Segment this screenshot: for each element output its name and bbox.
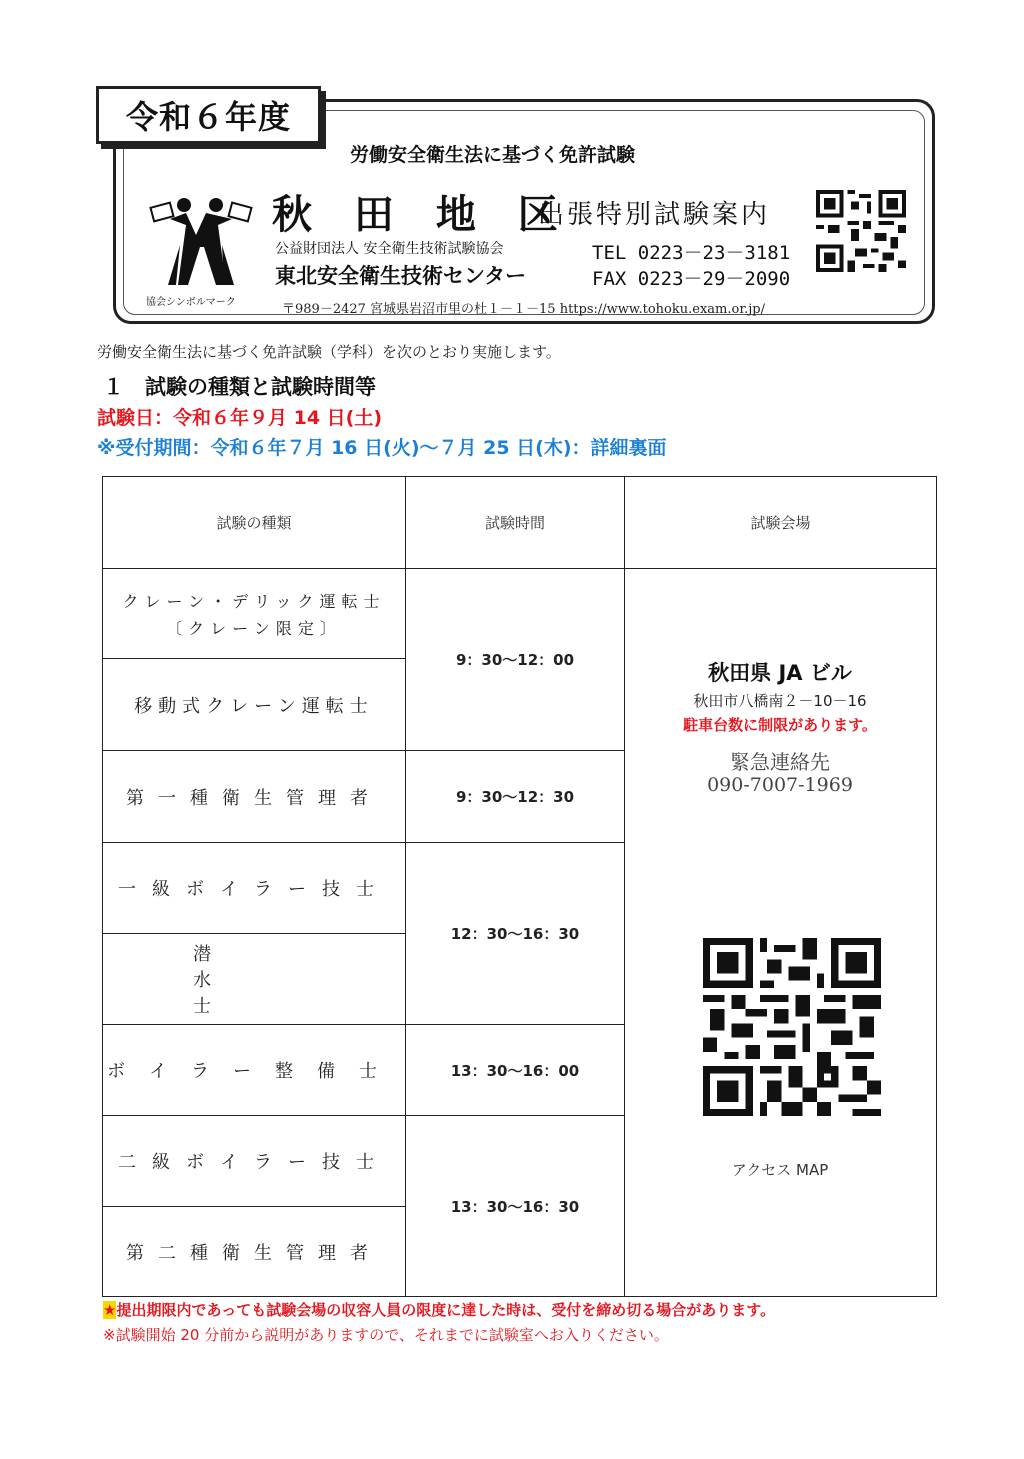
- emergency-contact-label: 緊急連絡先: [730, 750, 830, 774]
- time-slot-1: 9：30～12：00: [405, 568, 625, 751]
- org-name: 東北安全衛生技術センター: [275, 264, 527, 288]
- type-mobile-crane: 移動式クレーン運転士: [102, 658, 406, 751]
- type-second-boiler: 二級ボイラー技士: [102, 1115, 406, 1207]
- capacity-note-text: 提出期限内であっても試験会場の収容人員の限度に達した時は、受付を締め切る場合があります。: [116, 1301, 776, 1319]
- type-crane-derrick-line1: クレーン・デリック運転士: [122, 591, 386, 611]
- intro-text: 労働安全衛生法に基づく免許試験（学科）を次のとおり実施します。: [97, 343, 561, 361]
- tel-number: TEL 0223－23－3181: [592, 242, 791, 264]
- type-diver: 潜水士: [102, 933, 406, 1025]
- time-slot-4: 13：30～16：00: [405, 1024, 625, 1116]
- page-title: 秋 田 地 区: [272, 192, 572, 238]
- parking-notice: 駐車台数に制限があります。: [683, 716, 877, 734]
- org-address: 〒989－2427 宮城県岩沼市里の杜１－１－15 https://www.tohoku.exam.or.jp/: [282, 302, 765, 317]
- header-subtitle: 労働安全衛生法に基づく免許試験: [350, 144, 636, 166]
- time-slot-3: 12：30～16：30: [405, 842, 625, 1025]
- type-crane-derrick: [102, 568, 406, 659]
- venue-address: 秋田市八橋南２－10－16: [693, 692, 867, 710]
- capacity-note: [103, 1299, 775, 1320]
- symbol-mark-icon: [146, 195, 256, 290]
- time-slot-5: 13：30～16：30: [405, 1115, 625, 1297]
- type-first-health-manager: 第一種衛生管理者: [102, 750, 406, 843]
- reception-period: ※受付期間：令和６年７月 16 日(火)～７月 25 日(木)：詳細裏面: [97, 437, 667, 459]
- access-map-qr-icon[interactable]: [703, 938, 881, 1116]
- header-time: 試験時間: [405, 476, 625, 569]
- page-title-suffix: 出張特別試験案内: [538, 200, 771, 230]
- access-map-label: アクセス MAP: [731, 1161, 829, 1179]
- section-heading: １ 試験の種類と試験時間等: [103, 375, 376, 399]
- logo-caption: 協会シンボルマーク: [146, 297, 236, 308]
- type-second-health-manager: 第二種衛生管理者: [102, 1206, 406, 1297]
- type-crane-derrick-line2: 〔クレーン限定〕: [166, 618, 342, 638]
- emergency-contact-number: 090-7007-1969: [707, 774, 853, 796]
- header-venue: 試験会場: [624, 476, 937, 569]
- exam-date: 試験日：令和６年９月 14 日(土): [97, 407, 383, 429]
- arrival-note: ※試験開始 20 分前から説明がありますので、それまでに試験室へお入りください。: [103, 1326, 669, 1344]
- org-subname: 公益財団法人 安全衛生技術試験協会: [275, 241, 504, 257]
- header-type: 試験の種類: [102, 476, 406, 569]
- venue-name: 秋田県 JA ビル: [708, 661, 852, 685]
- year-tab: 令和６年度: [96, 86, 321, 144]
- fax-number: FAX 0223－29－2090: [592, 268, 791, 290]
- type-boiler-maintenance: ボイラー整備士: [102, 1024, 406, 1116]
- star-icon: ★: [103, 1301, 117, 1319]
- time-slot-2: 9：30～12：30: [405, 750, 625, 843]
- qr-code-icon: [815, 190, 907, 272]
- type-first-boiler: 一級ボイラー技士: [102, 842, 406, 934]
